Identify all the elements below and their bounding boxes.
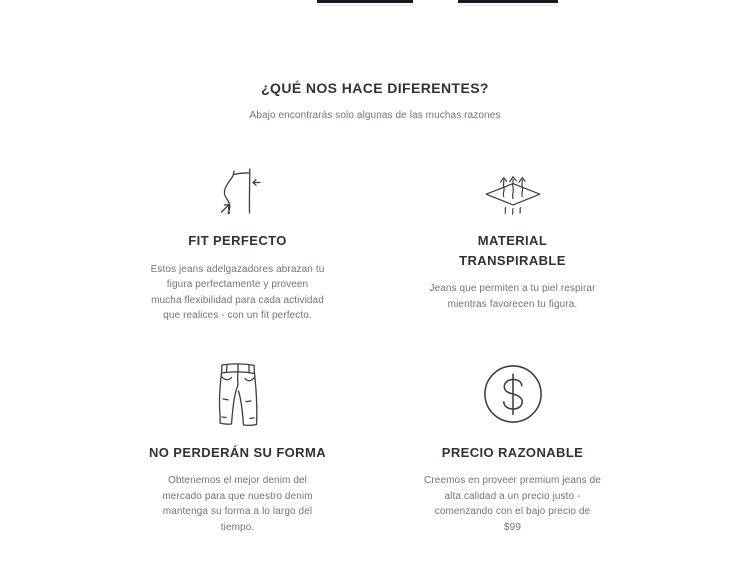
feature-title: NO PERDERÁN SU FORMA	[148, 444, 326, 460]
desc-line: Jeans que permiten a tu piel respirar	[429, 283, 596, 295]
feature-description	[388, 473, 638, 535]
feature-title: MATERIAL TRANSPIRABLE	[459, 233, 566, 268]
desc-line: alta calidad a un precio justo -	[444, 490, 581, 502]
desc-line: que realices - con un fit perfecto.	[163, 310, 312, 322]
feature-description	[113, 262, 363, 324]
desc-line: Obtenemos el mejor denim del	[168, 475, 307, 487]
desc-line: comenzando con el bajo precio de	[434, 506, 591, 518]
desc-line: Creemos en proveer premium jeans de	[424, 475, 601, 487]
desc-line: mientras favorecen tu figura.	[447, 298, 578, 310]
section-title: ¿QUÉ NOS HACE DIFERENTES?	[261, 80, 489, 96]
desc-line: mucha flexibilidad para cada actividad	[151, 294, 324, 306]
feature-breathable-material	[388, 167, 638, 312]
feature-description	[113, 473, 363, 535]
desc-line: Estos jeans adelgazadores abrazan tu	[150, 263, 325, 275]
jeans-icon	[113, 361, 363, 427]
feature-perfect-fit	[113, 167, 363, 324]
desc-line: $99	[504, 521, 521, 533]
features-grid	[0, 167, 750, 535]
desc-line: mantenga su forma a lo largo del	[162, 506, 313, 518]
feature-keep-shape	[113, 361, 363, 536]
desc-line: mercado para que nuestro denim	[162, 490, 313, 502]
dollar-price-icon	[388, 361, 638, 427]
cutoff-button-right[interactable]	[458, 0, 558, 3]
feature-description	[388, 281, 638, 312]
feature-title: FIT PERFECTO	[188, 233, 287, 249]
feature-title: PRECIO RAZONABLE	[441, 444, 584, 460]
breathable-fabric-icon	[388, 167, 638, 215]
feature-reasonable-price	[388, 361, 638, 536]
cutoff-button-left-shadow	[317, 4, 413, 6]
desc-line: figura perfectamente y proveen	[166, 279, 309, 291]
cutoff-button-left[interactable]	[317, 0, 413, 3]
perfect-fit-icon	[113, 167, 363, 215]
section-subtitle: Abajo encontrarás solo algunas de las muchas razones	[249, 110, 501, 122]
desc-line: tiempo.	[220, 521, 255, 533]
cutoff-button-right-shadow	[458, 4, 558, 6]
